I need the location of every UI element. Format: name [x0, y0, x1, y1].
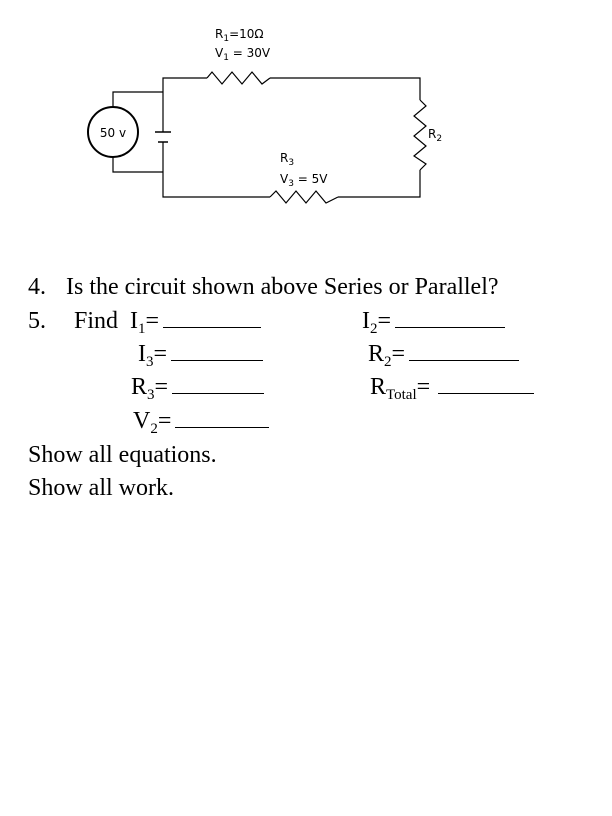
question-4-text: Is the circuit shown above Series or Parallel? [66, 274, 499, 300]
answer-rtotal: $R_{Total}=$ [370, 375, 534, 399]
question-4-number: 4. [28, 274, 46, 300]
battery-icon [155, 132, 171, 142]
answer-blank-rtotal[interactable] [438, 375, 534, 394]
answer-blank-r3[interactable] [172, 375, 264, 394]
r1-label: $R_1=10\Omega$ [215, 27, 264, 44]
answer-i1: $I_1=$ [130, 309, 261, 333]
answer-r3: $R_3=$ [131, 375, 264, 399]
answer-blank-r2[interactable] [409, 342, 519, 361]
v1-label: $V_1 = 30V$ [215, 46, 271, 63]
source-label: 50 v [99, 126, 127, 140]
circuit-diagram [0, 0, 612, 260]
answer-blank-i1[interactable] [163, 309, 261, 328]
instruction-equations: Show all equations. [28, 442, 217, 468]
answer-i2: $I_2=$ [362, 309, 505, 333]
resistor-r2 [414, 100, 426, 170]
v3-label: $V_3 = 5V$ [280, 172, 328, 189]
r2-label: $R_2$ [428, 127, 443, 144]
answer-r2: $R_2=$ [368, 342, 519, 366]
wires [113, 78, 420, 197]
answer-blank-v2[interactable] [175, 409, 269, 428]
answer-i3: $I_3=$ [138, 342, 263, 366]
r3-label: $R_3$ [280, 151, 295, 168]
question-5-number: 5. [28, 308, 46, 334]
answer-v2: $V_2=$ [133, 409, 269, 433]
answer-blank-i3[interactable] [171, 342, 263, 361]
resistor-r3 [270, 191, 338, 203]
question-4 [28, 275, 499, 299]
instruction-work: Show all work. [28, 475, 174, 501]
answer-blank-i2[interactable] [395, 309, 505, 328]
question-5-find: Find [74, 308, 119, 334]
resistor-r1 [207, 72, 270, 84]
